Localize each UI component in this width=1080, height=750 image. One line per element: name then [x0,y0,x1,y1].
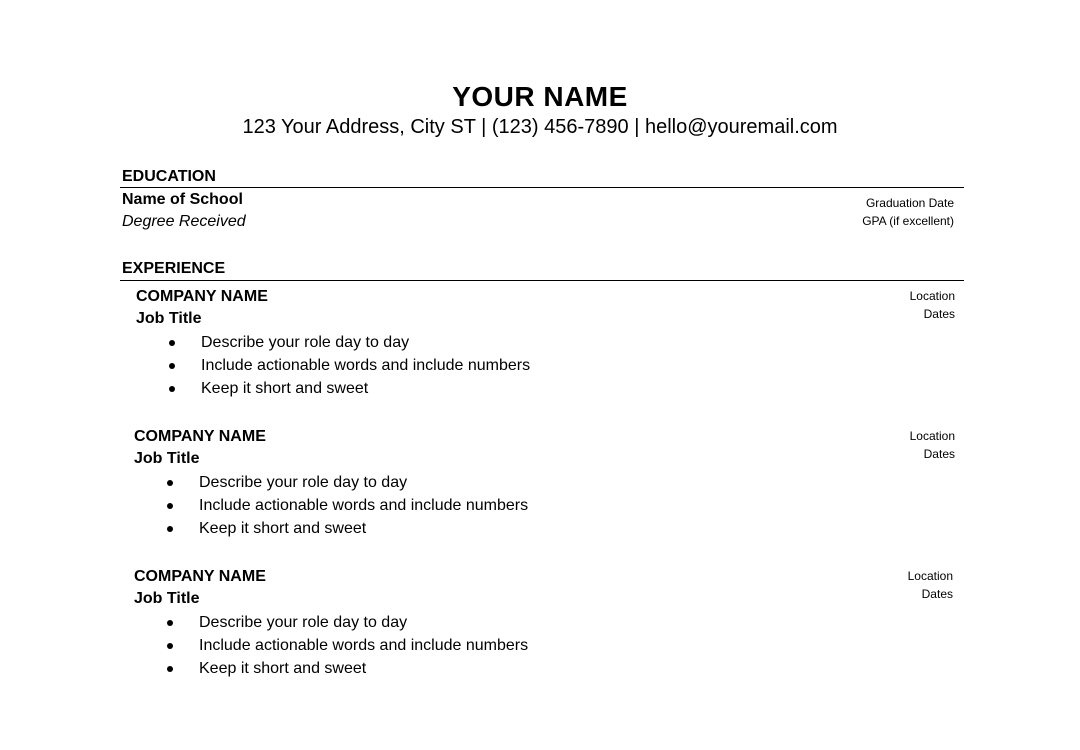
job-bullets [167,471,528,540]
company-name: COMPANY NAME [136,288,268,305]
bullet-icon [167,480,173,486]
list-item: Keep it short and sweet [169,377,530,400]
gpa: GPA (if excellent) [862,214,954,228]
bullet-icon [169,386,175,392]
list-item: Keep it short and sweet [167,517,528,540]
experience-divider [120,280,964,281]
bullet-icon [167,503,173,509]
list-item: Keep it short and sweet [167,657,528,680]
list-item: Describe your role day to day [169,331,530,354]
bullet-icon [167,620,173,626]
job-location: Location [907,569,953,583]
company-name: COMPANY NAME [134,568,266,585]
degree-received: Degree Received [122,213,246,230]
education-heading: EDUCATION [122,168,216,185]
job-location: Location [909,429,955,443]
job-dates: Dates [923,307,955,321]
job-dates: Dates [923,447,955,461]
school-name: Name of School [122,191,243,208]
job-title: Job Title [134,590,200,607]
bullet-icon [167,526,173,532]
company-name: COMPANY NAME [134,428,266,445]
bullet-icon [167,666,173,672]
list-item: Include actionable words and include numbers [169,354,530,377]
job-location: Location [909,289,955,303]
experience-heading: EXPERIENCE [122,260,226,277]
contact-line: 123 Your Address, City ST | (123) 456-7890 | hello@youremail.com [242,116,838,138]
job-bullets [167,611,528,680]
bullet-icon [167,643,173,649]
bullet-icon [169,363,175,369]
job-title: Job Title [136,310,202,327]
job-dates: Dates [921,587,953,601]
list-item: Include actionable words and include numbers [167,634,528,657]
graduation-date: Graduation Date [865,196,954,210]
bullet-icon [169,340,175,346]
education-divider [120,187,964,188]
list-item: Include actionable words and include numbers [167,494,528,517]
job-title: Job Title [134,450,200,467]
resume-name: YOUR NAME [452,81,628,112]
list-item: Describe your role day to day [167,471,528,494]
job-bullets [169,331,530,400]
list-item: Describe your role day to day [167,611,528,634]
